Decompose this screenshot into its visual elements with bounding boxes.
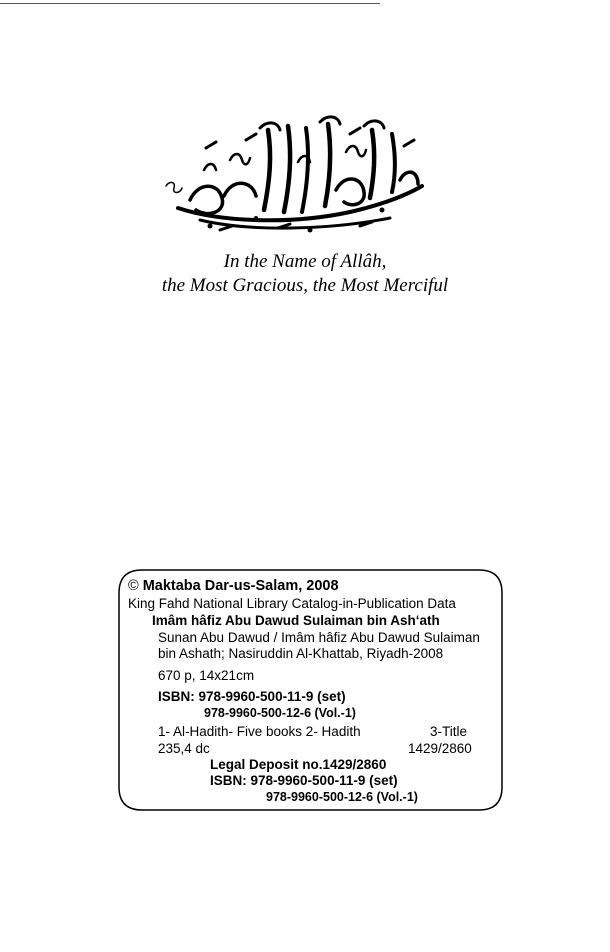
basmala-translation: [0, 250, 610, 298]
isbn-set: ISBN: 978-9960-500-11-9 (set): [158, 689, 346, 704]
title-tag: 3-Title: [430, 724, 468, 739]
isbn-volume-repeat: 978-9960-500-12-6 (Vol.-1): [266, 790, 418, 804]
dewey-class: 235,4 dc: [158, 741, 210, 756]
deposit-code: 1429/2860: [408, 741, 472, 756]
top-rule: [0, 3, 380, 4]
copyright-symbol: ©: [128, 578, 139, 594]
translation-line-2: the Most Gracious, the Most Merciful: [161, 275, 449, 296]
basmala-calligraphy: [160, 100, 430, 240]
legal-deposit: Legal Deposit no.1429/2860: [210, 757, 387, 772]
publisher: Maktaba Dar-us-Salam, 2008: [142, 578, 339, 594]
pages-size: 670 p, 14x21cm: [158, 668, 255, 683]
isbn-volume: 978-9960-500-12-6 (Vol.-1): [204, 706, 356, 720]
translation-line-1: In the Name of Allâh,: [223, 251, 387, 272]
cip-data-box: [118, 569, 503, 811]
author: Imâm hâfiz Abu Dawud Sulaiman bin Ash‘ath: [152, 613, 440, 628]
catalog-source: King Fahd National Library Catalog-in-Publication Data: [128, 596, 456, 611]
cip-copyright: [128, 578, 339, 594]
subjects: 1- Al-Hadith- Five books 2- Hadith: [158, 724, 361, 739]
title-line-1: Sunan Abu Dawud / Imâm hâfiz Abu Dawud Sulaiman: [158, 630, 480, 645]
title-line-2: bin Ashath; Nasiruddin Al-Khattab, Riyadh-2008: [158, 646, 444, 661]
isbn-set-repeat: ISBN: 978-9960-500-11-9 (set): [210, 773, 398, 788]
